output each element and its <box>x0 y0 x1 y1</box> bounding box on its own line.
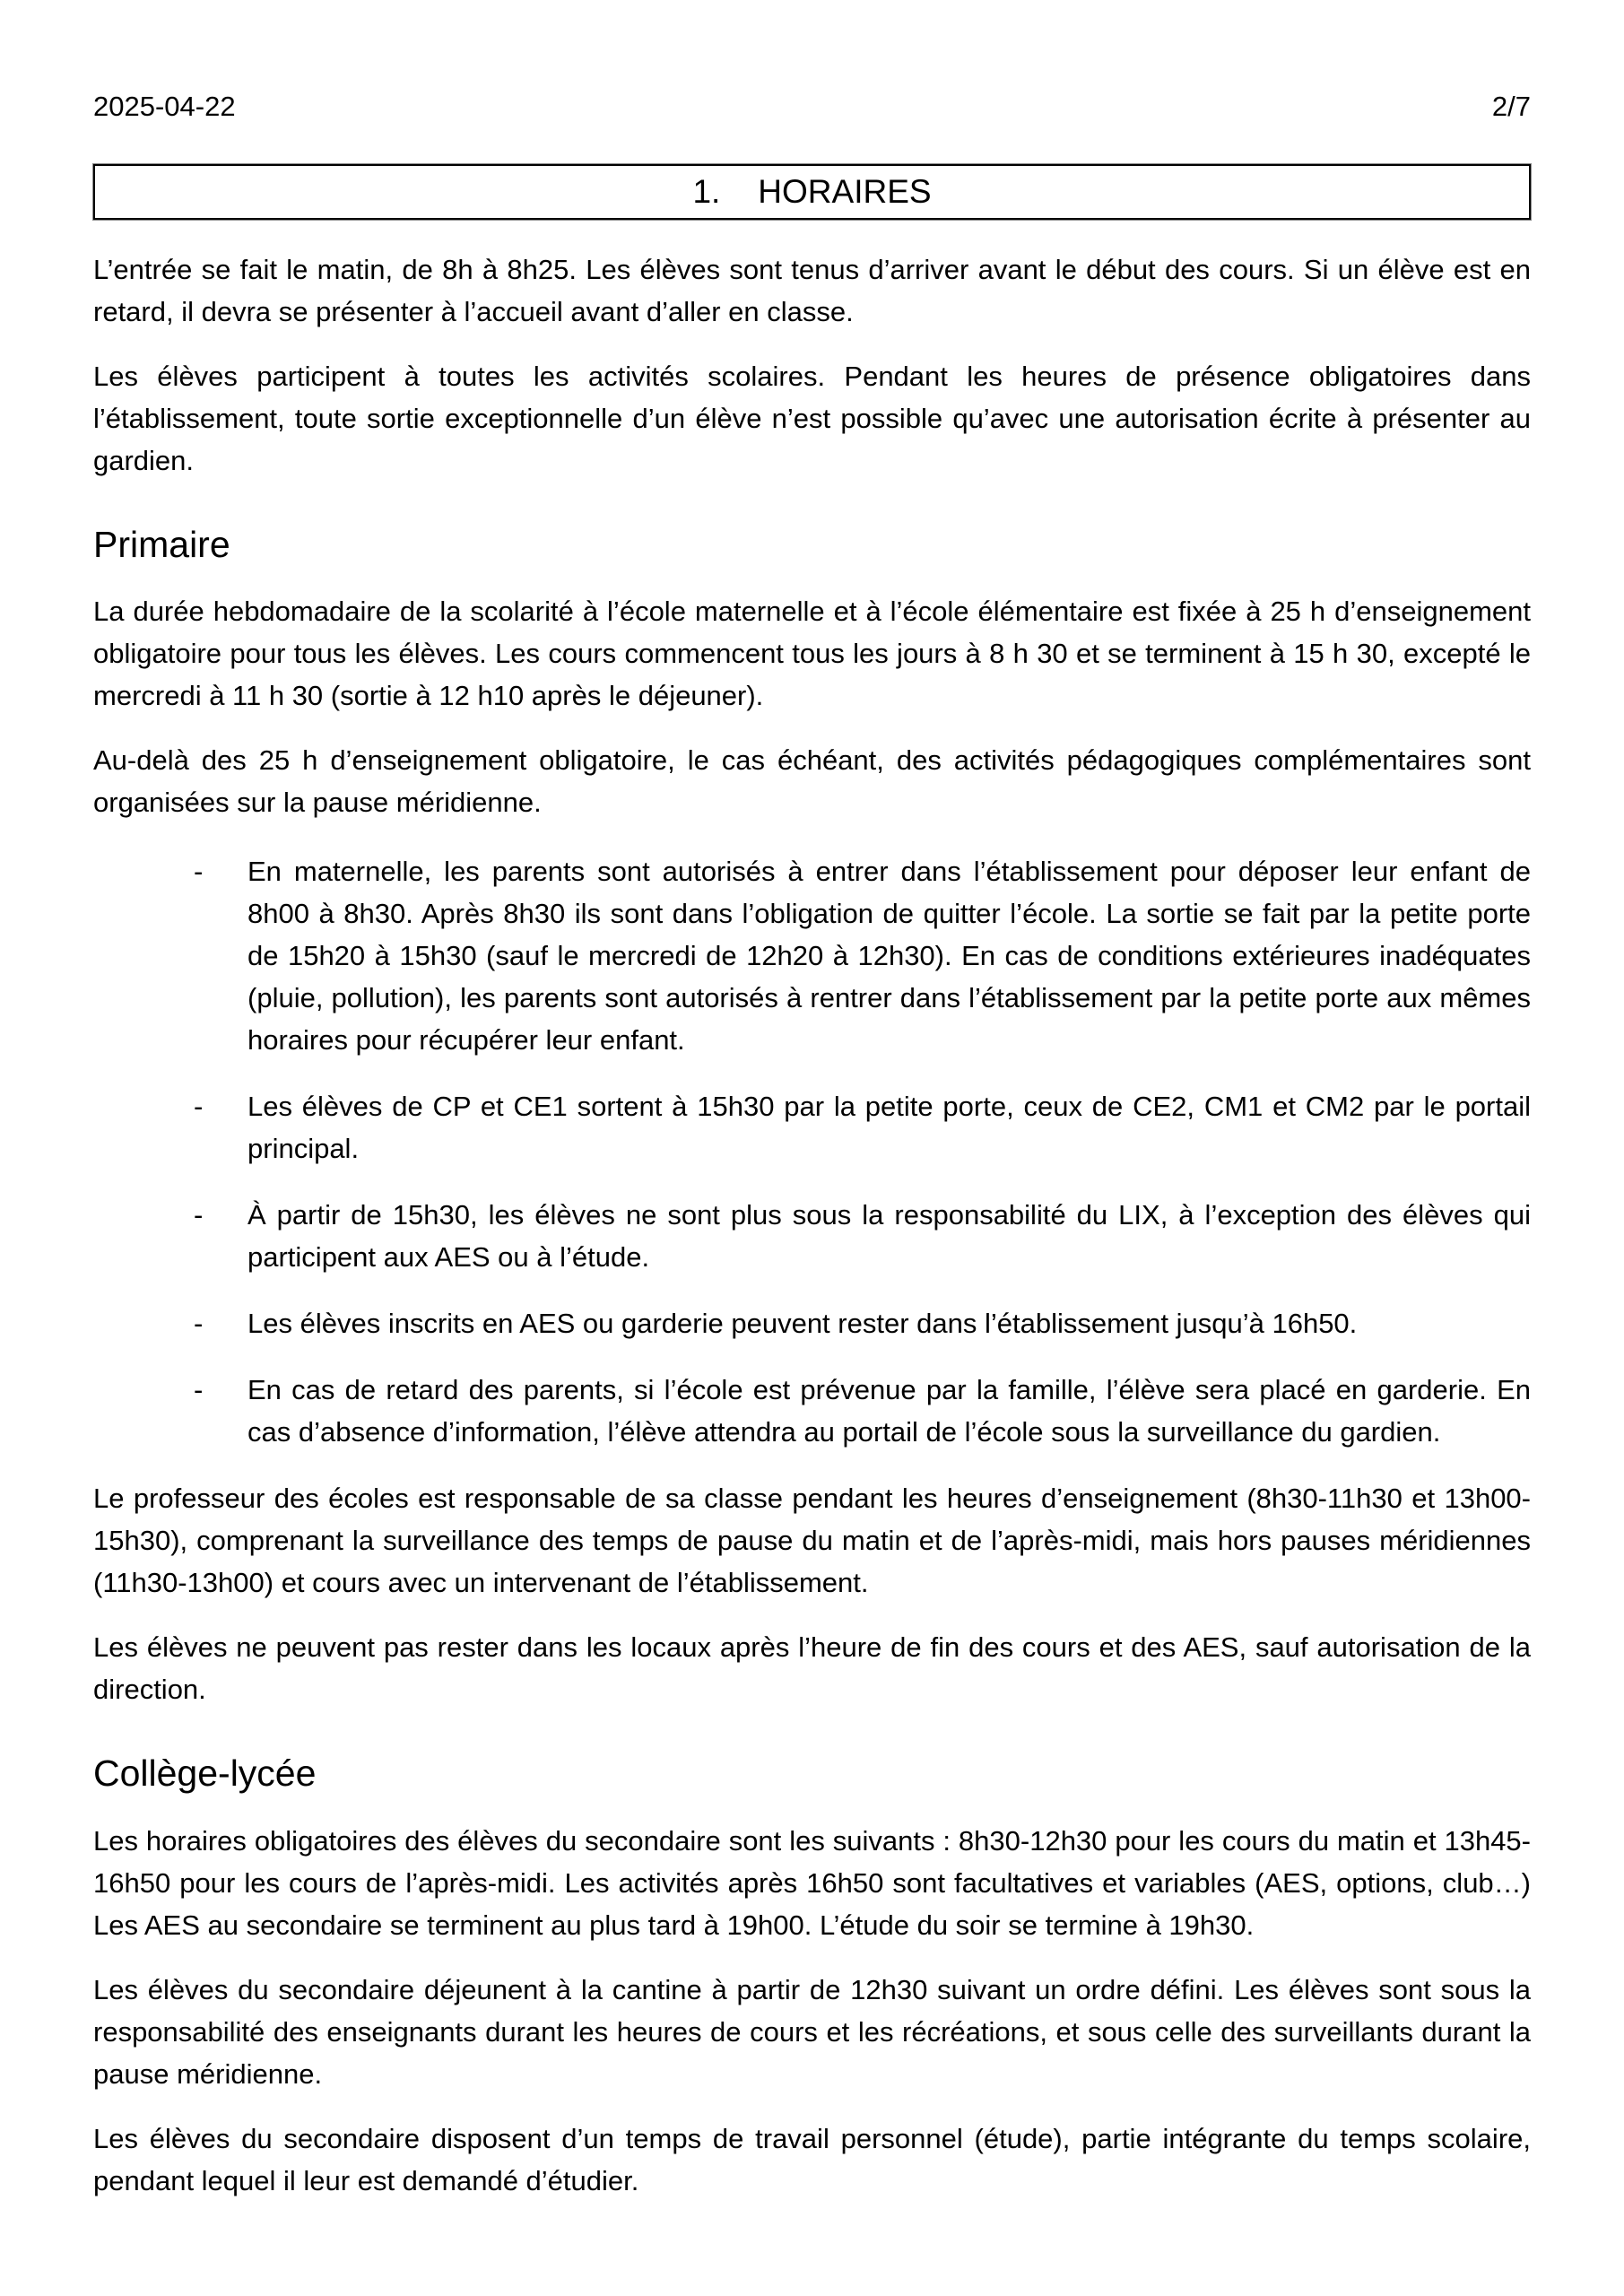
primaire-bullet-list <box>93 850 1531 1453</box>
bullet-dash-icon: - <box>194 1199 204 1231</box>
bullet-dash-icon: - <box>194 1308 204 1340</box>
bullet-text: À partir de 15h30, les élèves ne sont plus sous la responsabilité du LIX, à l’exception des élèves qui participent aux AES ou à l’étude. <box>248 1199 1531 1274</box>
college-paragraph-1: Les horaires obligatoires des élèves du secondaire sont les suivants : 8h30-12h30 pour les cours du matin et 13h45-16h50 pour les cours de l’après-midi. Les activités après 16h50 sont facultatives et variables (AES, options, club…) Les AES au secondaire se terminent au plus tard à 19h00. L’étude du soir se termine à 19h30. <box>93 1824 1531 1941</box>
primaire-paragraph-2: Au-delà des 25 h d’enseignement obligatoire, le cas échéant, des activités pédagogiques complémentaires sont organisées sur la pause méridienne. <box>93 744 1531 819</box>
page-header <box>93 90 1531 123</box>
bullet-dash-icon: - <box>194 856 204 888</box>
header-page-number: 2/7 <box>1491 91 1531 122</box>
bullet-item <box>93 1194 1531 1278</box>
bullet-item <box>93 1369 1531 1453</box>
bullet-text: En maternelle, les parents sont autorisés à entrer dans l’établissement pour déposer leur enfant de 8h00 à 8h30. Après 8h30 ils sont dans l’obligation de quitter l’école. La sortie se fait par la petite porte de 15h20 à 15h30 (sauf le mercredi de 12h20 à 12h30). En cas de conditions extérieures inadéquates (pluie, pollution), les parents sont autorisés à rentrer dans l’établissement par la petite porte aux mêmes horaires pour récupérer leur enfant. <box>248 856 1531 1057</box>
college-paragraph-2: Les élèves du secondaire déjeunent à la cantine à partir de 12h30 suivant un ordre défini. Les élèves sont sous la responsabilité des enseignants durant les heures de cours et les récréations, et sous celle des surveillants durant la pause méridienne. <box>93 1973 1531 2090</box>
intro-paragraph-2: Les élèves participent à toutes les activités scolaires. Pendant les heures de présence obligatoires dans l’établissement, toute sortie exceptionnelle d’un élève n’est possible qu’avec une autorisation écrite à présenter au gardien. <box>93 361 1531 477</box>
bullet-dash-icon: - <box>194 1374 204 1406</box>
bullet-text: Les élèves de CP et CE1 sortent à 15h30 par la petite porte, ceux de CE2, CM1 et CM2 par le portail principal. <box>248 1091 1531 1165</box>
header-date: 2025-04-22 <box>93 91 236 122</box>
heading-primaire: Primaire <box>93 524 230 566</box>
bullet-dash-icon: - <box>194 1091 204 1123</box>
primaire-paragraph-1: La durée hebdomadaire de la scolarité à l’école maternelle et à l’école élémentaire est fixée à 25 h d’enseignement obligatoire pour tous les élèves. Les cours commencent tous les jours à 8 h 30 et se terminent à 15 h 30, excepté le mercredi à 11 h 30 (sortie à 12 h10 après le déjeuner). <box>93 596 1531 712</box>
college-paragraph-3: Les élèves du secondaire disposent d’un temps de travail personnel (étude), partie intégrante du temps scolaire, pendant lequel il leur est demandé d’étudier. <box>93 2122 1531 2196</box>
section-title-number: 1. <box>692 173 721 211</box>
intro-paragraph-1: L’entrée se fait le matin, de 8h à 8h25. Les élèves sont tenus d’arriver avant le début des cours. Si un élève est en retard, il devra se présenter à l’accueil avant d’aller en classe. <box>93 254 1531 328</box>
primaire-paragraph-4: Les élèves ne peuvent pas rester dans les locaux après l’heure de fin des cours et des AES, sauf autorisation de la direction. <box>93 1631 1531 1706</box>
section-title-box <box>93 164 1531 220</box>
bullet-text: Les élèves inscrits en AES ou garderie peuvent rester dans l’établissement jusqu’à 16h50. <box>248 1308 1358 1340</box>
primaire-paragraph-3: Le professeur des écoles est responsable de sa classe pendant les heures d’enseignement (8h30-11h30 et 13h00-15h30), comprenant la surveillance des temps de pause du matin et de l’après-midi, mais hors pauses méridiennes (11h30-13h00) et cours avec un intervenant de l’établissement. <box>93 1483 1531 1599</box>
section-title-label: HORAIRES <box>758 173 932 211</box>
heading-college-lycee: Collège-lycée <box>93 1752 317 1795</box>
bullet-item <box>93 1085 1531 1170</box>
bullet-item <box>93 1302 1531 1344</box>
bullet-item <box>93 850 1531 1061</box>
bullet-text: En cas de retard des parents, si l’école est prévenue par la famille, l’élève sera placé en garderie. En cas d’absence d’information, l’élève attendra au portail de l’école sous la surveillance du gardien. <box>248 1374 1531 1448</box>
